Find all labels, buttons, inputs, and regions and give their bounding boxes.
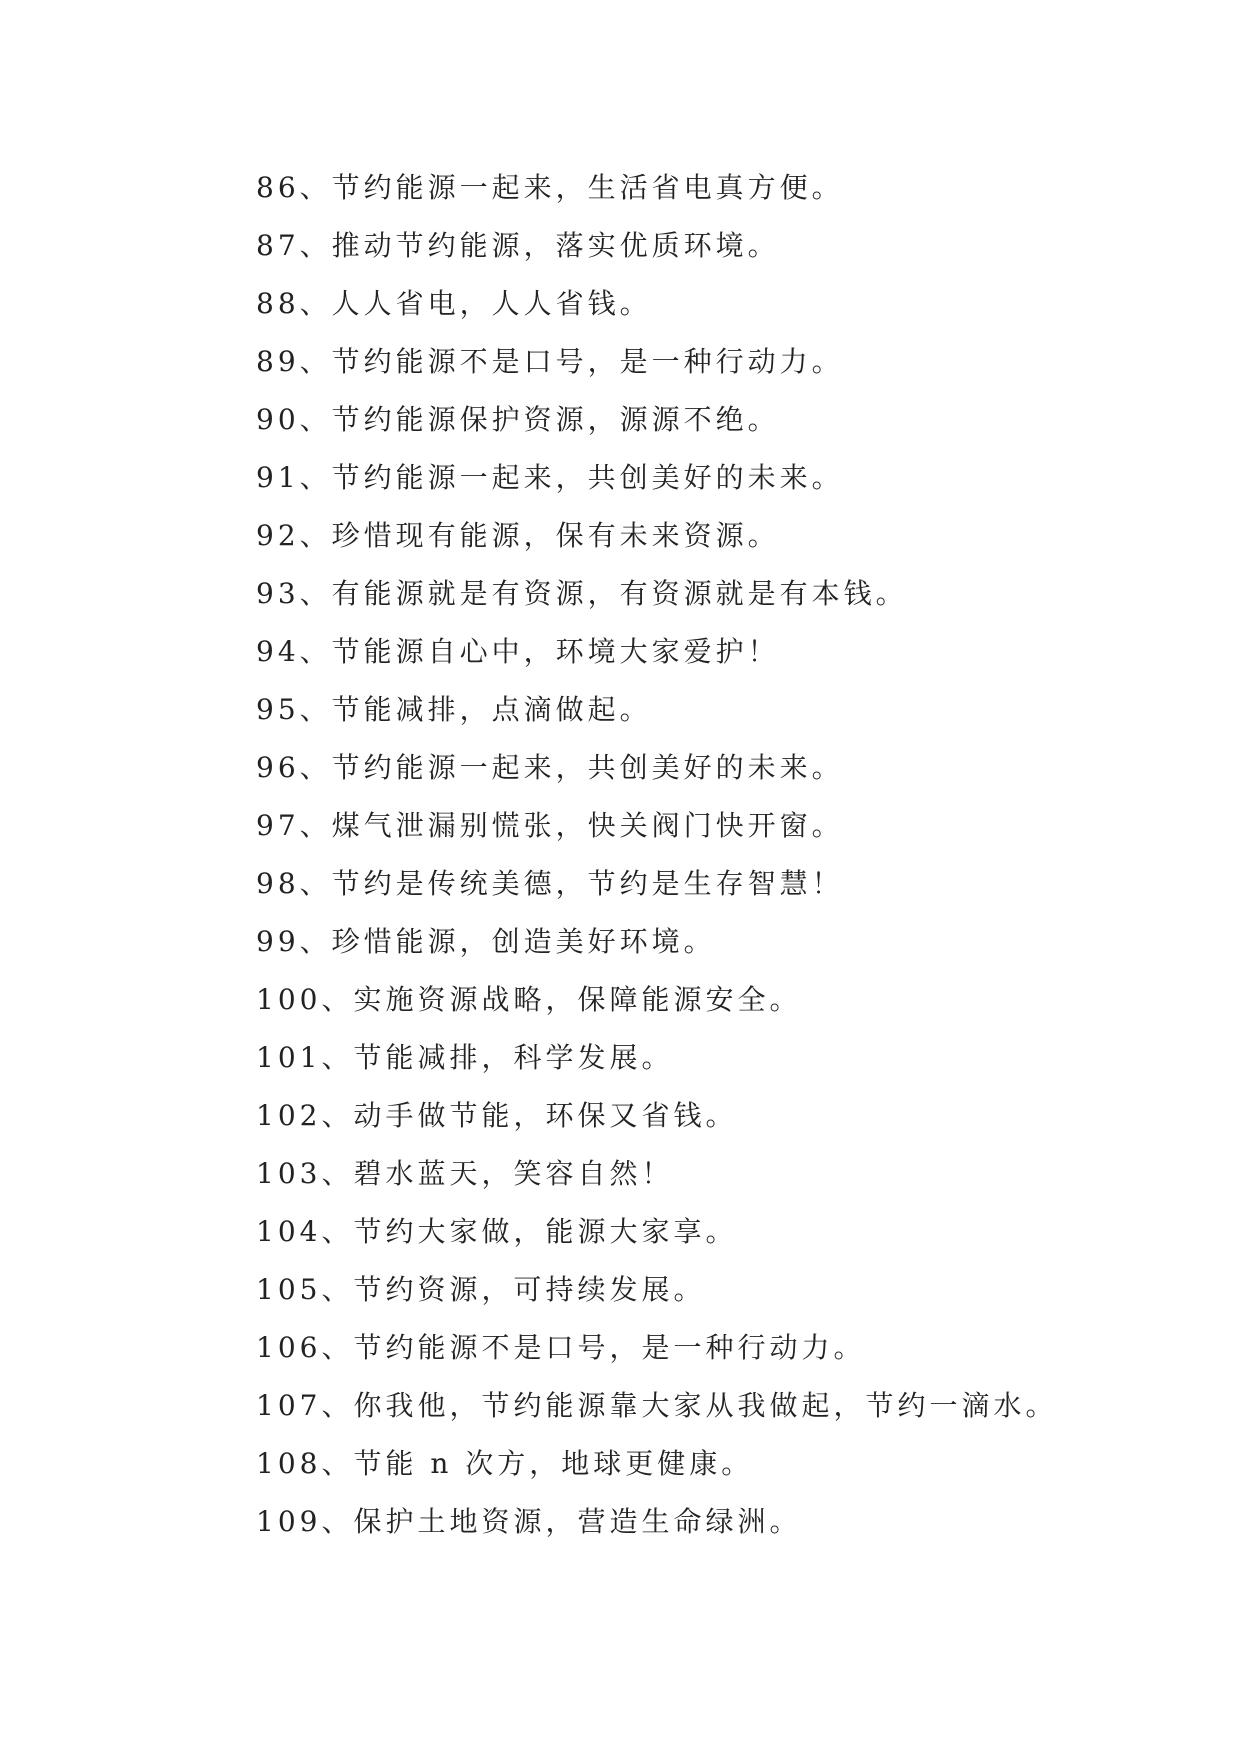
list-item: 98、节约是传统美德，节约是生存智慧！ xyxy=(256,867,844,900)
list-item: 87、推动节约能源，落实优质环境。 xyxy=(256,229,780,262)
list-item: 103、碧水蓝天，笑容自然！ xyxy=(256,1157,674,1190)
list-item: 95、节能减排，点滴做起。 xyxy=(256,693,652,726)
list-item: 104、节约大家做，能源大家享。 xyxy=(256,1215,738,1248)
list-item: 101、节能减排，科学发展。 xyxy=(256,1041,674,1074)
slogan-list xyxy=(256,159,1057,1551)
list-item: 86、节约能源一起来，生活省电真方便。 xyxy=(256,171,844,204)
list-item: 91、节约能源一起来，共创美好的未来。 xyxy=(256,461,844,494)
list-item: 90、节约能源保护资源，源源不绝。 xyxy=(256,403,780,436)
list-item: 96、节约能源一起来，共创美好的未来。 xyxy=(256,751,844,784)
list-item: 108、节能 n 次方，地球更健康。 xyxy=(256,1447,754,1480)
list-item: 105、节约资源，可持续发展。 xyxy=(256,1273,706,1306)
list-item: 89、节约能源不是口号，是一种行动力。 xyxy=(256,345,844,378)
list-item: 88、人人省电，人人省钱。 xyxy=(256,287,652,320)
list-item: 106、节约能源不是口号，是一种行动力。 xyxy=(256,1331,866,1364)
list-item: 100、实施资源战略，保障能源安全。 xyxy=(256,983,802,1016)
list-item: 92、珍惜现有能源，保有未来资源。 xyxy=(256,519,780,552)
list-item: 99、珍惜能源，创造美好环境。 xyxy=(256,925,716,958)
list-item: 94、节能源自心中，环境大家爱护！ xyxy=(256,635,780,668)
list-item: 97、煤气泄漏别慌张，快关阀门快开窗。 xyxy=(256,809,844,842)
list-item: 107、你我他，节约能源靠大家从我做起，节约一滴水。 xyxy=(256,1389,1058,1422)
list-item: 93、有能源就是有资源，有资源就是有本钱。 xyxy=(256,577,908,610)
list-item: 109、保护土地资源，营造生命绿洲。 xyxy=(256,1505,802,1538)
list-item: 102、动手做节能，环保又省钱。 xyxy=(256,1099,738,1132)
